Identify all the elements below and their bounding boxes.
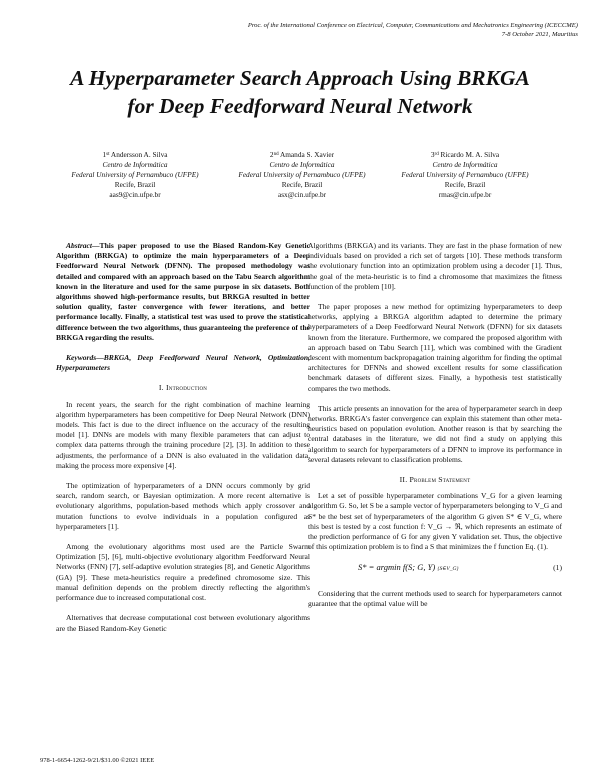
equation-1	[308, 562, 562, 574]
author-department: Centro de Informática	[102, 160, 168, 169]
author-2	[207, 150, 397, 200]
section-heading-problem-statement: II. Problem Statement	[399, 475, 471, 485]
abstract-dash: —	[92, 241, 100, 250]
paragraph: Among the evolutionary algorithms most used are the Particle Swarm Optimization [5], [6], multi-objective evolutionary algorithm Feedforward Neural Networks (FNN) [7], self-adaptive evolution strategies [8], and Genetic Algorithms (GA) [9]. These meta-heuristics require a predefined chromosome size. This manual definition depends on the problem directly reflecting the algorithm's performance due to increased computational cost.	[56, 542, 310, 603]
paragraph: Algorithms (BRKGA) and its variants. They are fast in the phase formation of new individuals based on provided a rich set of targets [10]. These methods transform the evolutionary function into an optimization problem using a decoder [1]. Thus, the goal of the meta-heuristic is to find a chromosome that maximizes the fitness function of the problem [10].	[308, 241, 562, 291]
author-city: Recife, Brazil	[114, 180, 156, 189]
author-name: Andersson A. Silva	[110, 150, 168, 159]
author-name: Ricardo M. A. Silva	[440, 150, 500, 159]
paragraph: Considering that the current methods used to search for hyperparameters cannot guarantee that the optimal value will be	[308, 588, 562, 608]
author-department: Centro de Informática	[269, 160, 335, 169]
equation-subscript: {S∈V_G}	[437, 566, 459, 573]
author-email: aas9@cin.ufpe.br	[109, 190, 161, 199]
author-ordinal-suffix: rd	[434, 152, 439, 157]
left-column	[56, 241, 310, 644]
right-column	[308, 241, 562, 619]
equation-number: (1)	[553, 563, 562, 573]
author-department: Centro de Informática	[432, 160, 498, 169]
author-university: Federal University of Pernambuco (UFPE)	[401, 170, 529, 179]
abstract-text: This paper proposed to use the Biased Random-Key Genetic Algorithm (BRKGA) to optimize the main hyperparameters of a Deep Feedforward Neural Network (DFNN). The proposed methodology was detailed and compared with an approach based on the Tabu Search algorithm known in the literature and used for the same purpose in six datasets. Both algorithms showed high-performance results, but BRKGA resulted in better solution quality, faster convergence with fewer iterations, and better performance locally. Finally, a statistical test was used to prove the statistical difference between the two algorithms, thus guaranteeing the preference of the BRKGA regarding the results.	[56, 241, 310, 342]
paragraph: In recent years, the search for the right combination of machine learning algorithm hyperparameters has been competitive for Deep Neural Network (DNN) models. This fact is due to the direct influence on the accuracy of the resulting model [1]. DNNs are models with many flexible parameters that can adjust to complex data patterns through the training procedure [2], [3]. In addition to these adjustments, the performance of a DNN is also evaluated in the validation data, making the process more expensive [4].	[56, 399, 310, 470]
copyright-footer: 978-1-6654-1262-9/21/$31.00 ©2021 IEEE	[40, 757, 155, 764]
author-email: asx@cin.ufpe.br	[277, 190, 327, 199]
paragraph: Let a set of possible hyperparameter combinations V_G for a given learning algorithm G. So, let S be a sample vector of hyperparameters belonging to V_G and S* be the best set of hyperparameters of the algorithm G given S* ∈ V_G, where this best is tested by a cost function f: V_G → ℜ, which represents an estimate of the prediction performance of G for any given Y validation set. Thus, the objective of this optimization problem is to find a S that minimizes the f function Eq. (1).	[308, 491, 562, 552]
author-name: Amanda S. Xavier	[279, 150, 335, 159]
keywords	[56, 353, 310, 373]
paragraph: The paper proposes a new method for optimizing hyperparameters to deep networks, applying a BRKGA algorithm adapted to determine the primary hyperparameters of a Deep Feedforward Neural Network (DFNN) for six datasets known from the literature. Furthermore, we compared the proposed algorithm with an approach based on Tabu Search [11], which was combined with the Gradient descent with momentum backpropagation training algorithm for finding the optimal architectures for DFNNs and showed excellent results for some classification benchmark datasets of different sizes. Finally, a hypothesis test statistically compares the two methods.	[308, 302, 562, 393]
author-university: Federal University of Pernambuco (UFPE)	[238, 170, 366, 179]
equation-expression	[358, 562, 459, 574]
keywords-text: BRKGA, Deep Feedforward Neural Network, Optimization, Hyperparameters	[56, 353, 310, 373]
author-1	[40, 150, 230, 200]
author-city: Recife, Brazil	[281, 180, 323, 189]
author-3	[370, 150, 560, 200]
author-email: rmas@cin.ufpe.br	[438, 190, 492, 199]
paper-title	[20, 64, 580, 120]
equation-text: S* = argmin f(S; G, Y)	[358, 562, 436, 573]
author-ordinal: 1	[102, 150, 107, 159]
abstract-label: Abstract	[66, 241, 92, 250]
paragraph: This article presents an innovation for the area of hyperparameter search in deep networks. BRKGA's faster convergence can explain this statement than other meta-heuristics based on population evolution. Another reason is that by searching the central databases in the literature, we did not find a study on applying this algorithm to search for hyperparameters of a DFNN to improve its performance in several datasets relevant to classification problems.	[308, 403, 562, 464]
paragraph: The optimization of hyperparameters of a DNN occurs commonly by grid search, random search, or Bayesian optimization. A more recent alternative is evolutionary algorithms, population-based methods which apply crossover and mutation functions to evolve individuals in a population configured as hyperparameters [1].	[56, 481, 310, 531]
author-block	[40, 150, 560, 205]
conference-date: 7-8 October 2021, Mauritius	[501, 31, 578, 38]
abstract	[56, 241, 310, 343]
author-university: Federal University of Pernambuco (UFPE)	[71, 170, 199, 179]
author-ordinal-suffix: st	[106, 152, 110, 157]
author-ordinal: 2	[269, 150, 274, 159]
conference-header	[78, 21, 578, 39]
author-ordinal: 3	[430, 150, 435, 159]
section-heading-introduction: I. Introduction	[158, 383, 208, 393]
author-city: Recife, Brazil	[444, 180, 486, 189]
paragraph: Alternatives that decrease computational cost between evolutionary algorithms are the Biased Random-Key Genetic	[56, 613, 310, 633]
title-line-1: A Hyperparameter Search Approach Using BRKGA	[70, 66, 530, 90]
conference-line: Proc. of the International Conference on Electrical, Computer, Communications and Mechatronics Engineering (ICECCME)	[247, 22, 578, 29]
keywords-label: Keywords	[66, 353, 97, 363]
title-line-2: for Deep Feedforward Neural Network	[127, 94, 473, 118]
keywords-dash: —	[96, 353, 104, 363]
author-ordinal-suffix: nd	[273, 152, 279, 157]
